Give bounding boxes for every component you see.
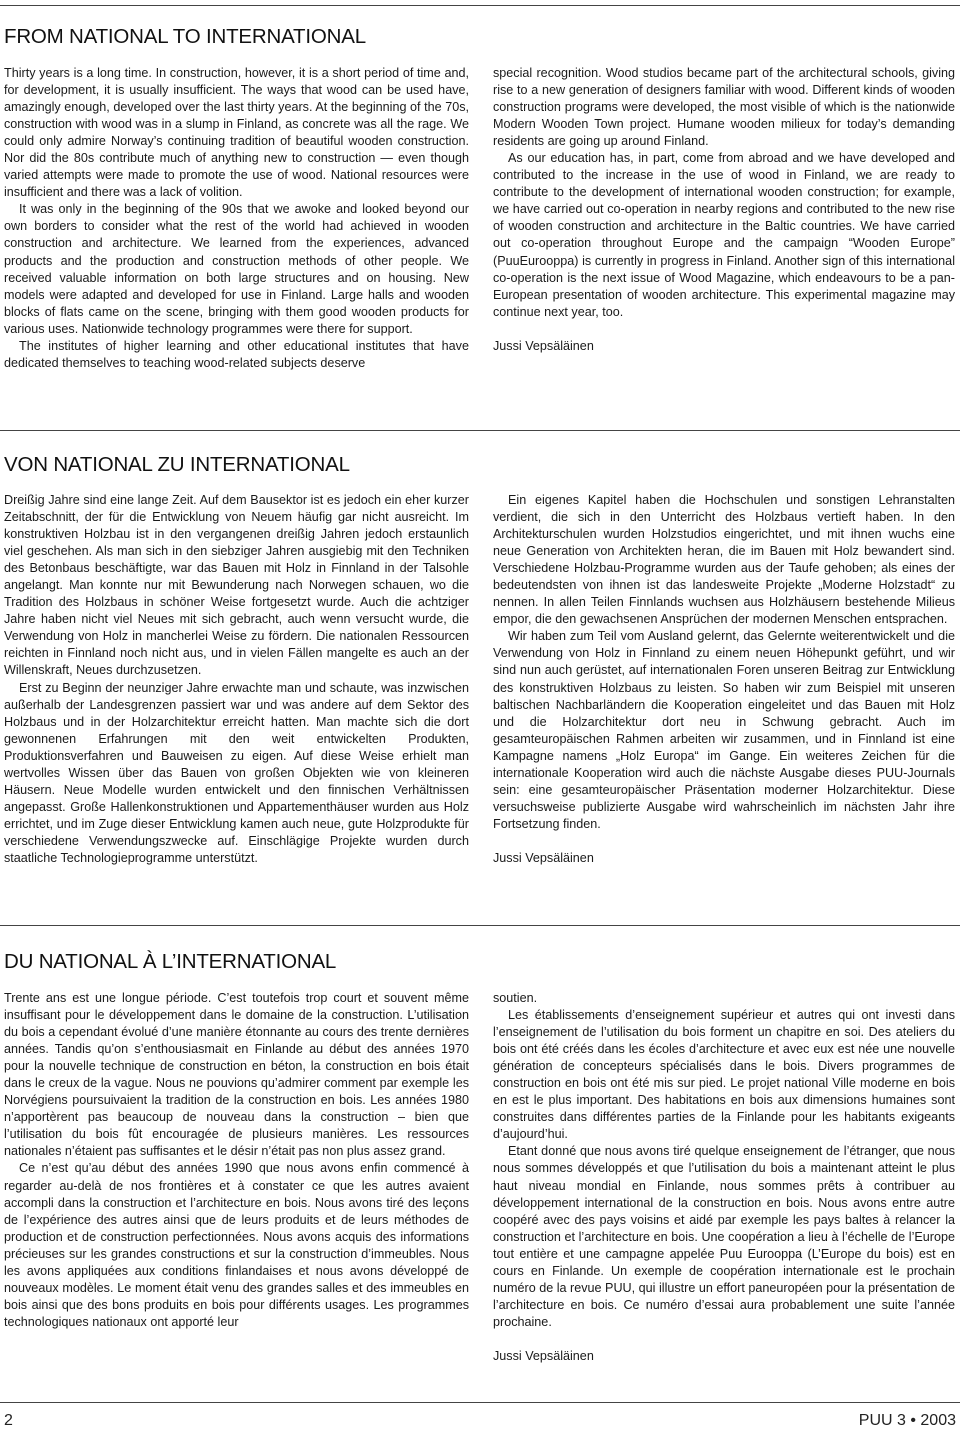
english-heading: FROM NATIONAL TO INTERNATIONAL — [4, 25, 366, 48]
english-left-paragraph-3: The institutes of higher learning and other educational institutes that have dedicated themselves to teaching wood-related subjects deserve — [4, 338, 469, 370]
english-right-paragraph-1: special recognition. Wood studios became part of the architectural schools, giving rise to a new generation of designers familiar with wood. Different kinds of wooden construction programs were developed, the most visible of which is the nationwide Modern Wooden Town project. Humane wooden milieux for today’s demanding residents are going up around Finland. — [493, 66, 955, 149]
german-heading: VON NATIONAL ZU INTERNATIONAL — [4, 453, 350, 476]
english-signature: Jussi Vepsäläinen — [493, 338, 594, 353]
french-divider-rule — [0, 925, 960, 926]
english-right-column — [493, 65, 955, 355]
english-right-paragraph-2: As our education has, in part, come from abroad and we have developed and contributed to the increase in the use of wood in Finland, we are ready to contribute to the development of international wooden construction; for example, we have carried out co-operation in nearby regions and contributed to the new rise of wooden construction and architecture in the Baltic countries. We have carried out co-operation throughout Europe and the campaign “Wooden Europe” (PuuEurooppa) is currently in progress in Finland. Another sign of this international co-operation is the next issue of Wood Magazine, which endeavours to be a pan-European presentation of wooden architecture. This experimental magazine may continue next year, too. — [493, 151, 955, 319]
german-left-paragraph-2: Erst zu Beginn der neunziger Jahre erwachte man und schaute, was inzwischen außerhalb der Landesgrenzen passiert war und was andere auf dem Sektor des Holzbaus und in der Holzarchitektur erreicht hatten. Man machte sich die dort gewonnenen Erfahrungen mit den weit entwickelten Produkten, Produktionsverfahren und Bauweisen zu eigen. Auf diese Weise erhielt man wertvolles Wissen über das Bauen von großen Objekten wie von kleineren Häusern. Neue Modelle wurden entwickelt und den finnischen Verhältnissen angepasst. Große Hallenkonstruktionen und Appartementhäuser wurden aus Holz errichtet, und im Zuge dieser Entwicklung kamen auch neue, gute Holzprodukte für verschiedene Verwendungszwecke auf. Einschlägige Projekte wurden durch staatliche Technologieprogramme unterstützt. — [4, 680, 469, 865]
french-left-paragraph-2: Ce n’est qu’au début des années 1990 que nous avons enfin commencé à regarder au-delà de nos frontières et à constater ce que les autres avaient accompli dans la construction et l’architecture en bois. Nous avons tiré des leçons de l’expérience des autres ainsi que de leurs produits et de leurs méthodes de production et de construction perfectionnées. Nous avons acquis des informations précieuses sur les grandes constructions et sur la construction d’immeubles. Nous les avons appliquées aux conditions finlandaises et nous avons développé de nouveaux modèles. Le moment était venu des grandes salles et des immeubles en bois ainsi que des bons produits en bois pour différents usages. Les programmes technologiques nationaux ont apporté leur — [4, 1161, 469, 1329]
page-number: 2 — [4, 1412, 13, 1429]
english-left-paragraph-1: Thirty years is a long time. In construction, however, it is a short period of time and, for development, it is usually insufficient. The ways that wood can be used have, amazingly enough, developed over the last thirty years. At the beginning of the 70s, construction with wood was in a slump in Finland, as concrete was all the rage. We could only admire Norway’s continuing tradition of beautiful wooden construction. Nor did the 80s contribute much of anything new to construction — even though varied attempts were made to promote the use of wood. National resources were insufficient and there was a lack of volition. — [4, 66, 469, 200]
french-right-column — [493, 990, 955, 1365]
french-left-column — [4, 990, 469, 1331]
french-signature: Jussi Vepsäläinen — [493, 1348, 594, 1363]
top-rule — [0, 5, 960, 6]
english-left-column — [4, 65, 469, 372]
french-right-paragraph-3: Etant donné que nous avons tiré quelque enseignement de l’étranger, que nous nous sommes développés et que l’utilisation du bois a maintenant atteint le plus haut niveau mondial en Finlande, nous sommes prêts à contribuer au développement international de la construction en bois. Nous avons entre autre coopéré avec des pays voisins et aidé par exemple les pays baltes à relancer la construction et l’architecture en bois. Une coopération a lieu à l’échelle de l’Europe tout entière et une campagne appelée Puu Eurooppa (L’Europe du bois) est en cours en Finlande. Un exemple de coopération internationale est le prochain numéro de la revue PUU, qui illustre un effort paneuropéen pour la présentation de l’architecture en bois. Ce numéro d’essai aura probablement une suite l’année prochaine. — [493, 1144, 955, 1329]
german-divider-rule — [0, 430, 960, 431]
english-left-paragraph-2: It was only in the beginning of the 90s that we awoke and looked beyond our own borders to consider what the rest of the world had achieved in wooden construction and architecture. We learned from the experiences, advanced products and the production and construction methods of other people. We received valuable information on both large structures and on housing. New models were adapted and developed for use in Finland. Large halls and wooden blocks of flats came on the scene, bringing with them good wooden products for various uses. Nationwide technology programmes were there for support. — [4, 202, 469, 336]
german-signature: Jussi Vepsäläinen — [493, 850, 594, 865]
footer-rule — [0, 1402, 960, 1403]
french-right-paragraph-2: Les établissements d’enseignement supérieur et autres qui ont investi dans l’enseignement de l’utilisation du bois forment un chapitre en soi. Des ateliers du bois ont été créés dans les écoles d’architecture et avec eux est née une nouvelle génération de concepteurs spécialisés dans le bois. Divers programmes de construction en bois ont été mis sur pied. Le projet national Ville moderne en bois en est le plus important. Des habitations en bois aux dimensions humaines sont construites dans différentes parties de la Finlande pour les habitants exigeants d’aujourd’hui. — [493, 1008, 955, 1142]
german-right-paragraph-1: Ein eigenes Kapitel haben die Hochschulen und sonstigen Lehranstalten verdient, die sich in den Unterricht des Holzbaus vertieft haben. In den Architekturschulen wurden Holzstudios eingerichtet, und mit ihnen wuchs eine neue Generation von Architekten heran, die im Bauen mit Holz bewandert sind. Verschiedene Holzbau-Programme wurden aus der Taufe gehoben; als eines der bedeutendsten von ihnen ist das landesweite Projekte „Moderne Holzstadt“ zu nennen. In allen Teilen Finnlands wuchsen aus Holzhäusern bestehende Milieus empor, die den gewachsenen Ansprüchen der modernen Menschen entsprachen. — [493, 493, 955, 627]
german-right-paragraph-2: Wir haben zum Teil vom Ausland gelernt, das Gelernte weiterentwickelt und die Verwendung von Holz in Finnland zu einem neuen Höhepunkt geführt, und wir sind nun auch gerüstet, auf internationalen Foren unseren Beitrag zur Entwicklung des konstruktiven Holzbaus zu leisten. So haben wir zum Beispiel mit unseren baltischen Nachbarländern die Kooperation eingeleitet und das Bauen mit Holz und die Holzarchitektur dort neu in Schwung gebracht. Auch im gesamteuropäischen Rahmen arbeiten wir zusammen, und in Finnland ist eine Kampagne namens „Holz Europa“ im Gange. Ein weiteres Zeichen für die internationale Kooperation wird auch die nächste Ausgabe dieses PUU-Journals sein: eine gesamteuropäischer Präsentation moderner Holzarchitektur. Diese versuchsweise publizierte Ausgabe wird wahrscheinlich im nächsten Jahr ihre Fortsetzung finden. — [493, 629, 955, 831]
issue-label: PUU 3 • 2003 — [858, 1412, 956, 1429]
german-left-column — [4, 492, 469, 867]
french-left-paragraph-1: Trente ans est une longue période. C’est toutefois trop court et souvent même insuffisant pour le développement dans le domaine de la construction. L’utilisation du bois a cependant évolué d’une manière étonnante au cours des trente dernières années. Tandis qu’on s’enthousiasmait en Finlande au début des années 1970 pour la nouvelle technique de construction en béton, la construction en bois était dans le creux de la vague. Nous ne pouvions qu’admirer comment par exemple les Norvégiens poursuivaient la tradition de la construction en bois. Les années 1980 n’apportèrent pas beaucoup de nouveau dans la construction – bien que l’utilisation du bois fût encouragée de plusieurs manières. Les ressources nationales n’étaient pas suffisantes et le désir n’était pas non plus assez grand. — [4, 991, 469, 1159]
german-left-paragraph-1: Dreißig Jahre sind eine lange Zeit. Auf dem Bausektor ist es jedoch ein eher kurzer Zeitabschnitt, der für die Entwicklung von Neuem häufig gar nicht ausreicht. Im konstruktiven Holzbau ist in den vergangenen dreißig Jahren jedoch erstaunlich viel geschehen. Als man sich in den siebziger Jahren ausgiebig mit den Techniken des Betonbaus beschäftigte, war das Bauen mit Holz in Finnland in der Talsohle angelangt. Man konnte nur mit Bewunderung nach Norwegen schauen, wo die Tradition des Holzbaus in schöner Weise fortgesetzt wurde. Auch die achtziger Jahre haben nicht viel Neues mit sich gebracht, auch wenn versucht wurde, die Verwendung von Holz in mancherlei Weise zu fördern. Die nationalen Ressourcen reichten in Finnland noch nicht aus, und in vielen Fällen mangelte es auch an der Willenskraft, Neues durchzusetzen. — [4, 493, 469, 678]
french-right-paragraph-1: soutien. — [493, 991, 538, 1005]
french-heading: DU NATIONAL À L’INTERNATIONAL — [4, 950, 337, 973]
german-right-column — [493, 492, 955, 867]
